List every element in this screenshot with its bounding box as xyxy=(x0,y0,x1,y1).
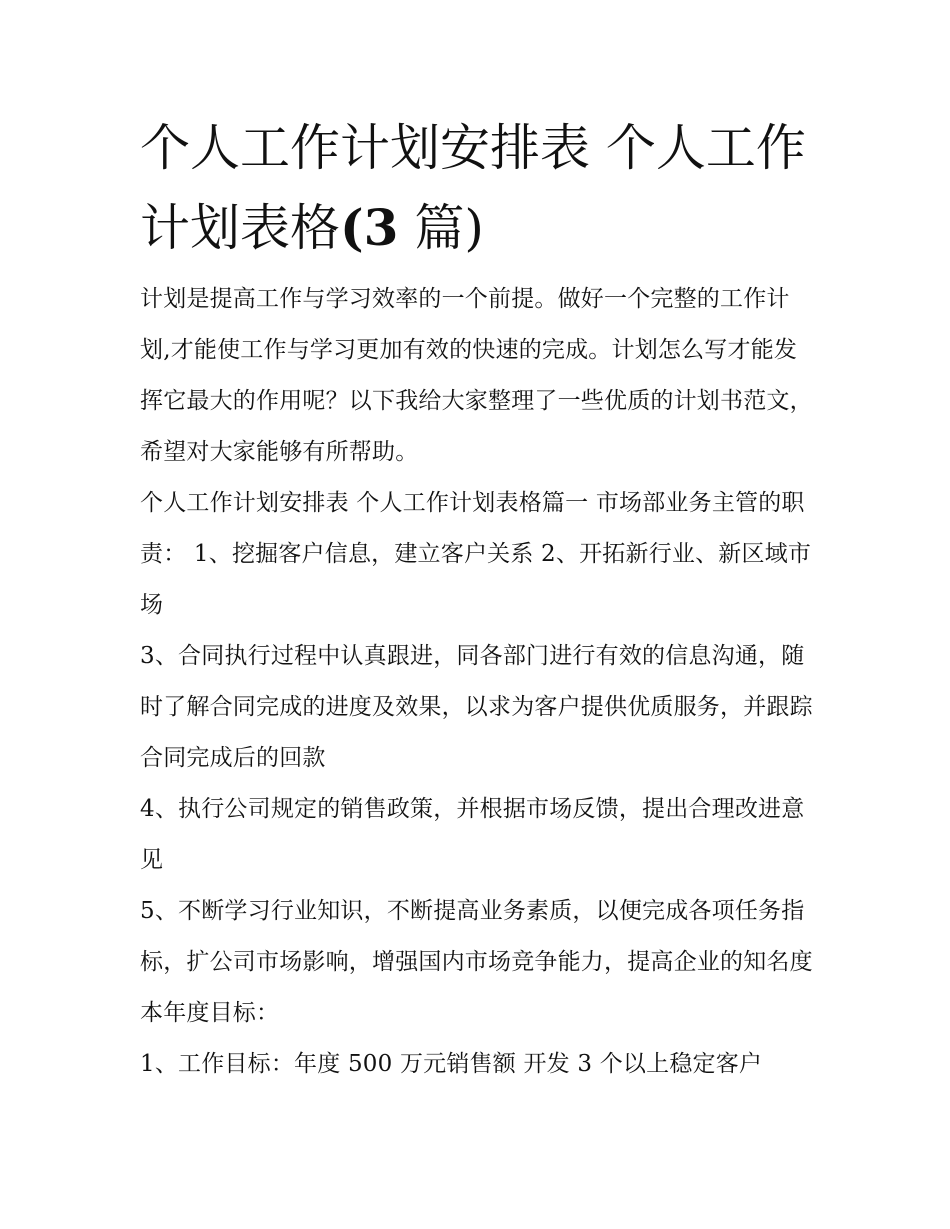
paragraph-intro: 计划是提高工作与学习效率的一个前提。做好一个完整的工作计划,才能使工作与学习更加有效的快速的完成。计划怎么写才能发挥它最大的作用呢？以下我给大家整理了一些优质的计划书范文，希望对大家能够有所帮助。 xyxy=(140,286,813,465)
paragraph-item-4: 4、执行公司规定的销售政策，并根据市场反馈，提出合理改进意见 xyxy=(140,796,805,873)
document-title xyxy=(140,108,820,268)
paragraph-item-5: 5、不断学习行业知识，不断提高业务素质，以便完成各项任务指标，扩公司市场影响，增强国内市场竞争能力，提高企业的知名度 本年度目标： xyxy=(140,898,813,1026)
title-text: 个人工作计划安排表 个人工作计划表格 xyxy=(140,119,806,257)
paragraph-goal-1: 1、工作目标：年度 500 万元销售额 开发 3 个以上稳定客户 xyxy=(140,1051,763,1077)
paragraph-section-one: 个人工作计划安排表 个人工作计划表格篇一 市场部业务主管的职责： 1、挖掘客户信息，建立客户关系 2、开拓新行业、新区域市场 xyxy=(140,490,812,618)
title-suffix: 篇) xyxy=(398,199,484,257)
paragraph-item-3: 3、合同执行过程中认真跟进，同各部门进行有效的信息沟通，随时了解合同完成的进度及效果，以求为客户提供优质服务，并跟踪合同完成后的回款 xyxy=(140,643,813,771)
title-count: (3 xyxy=(340,198,399,257)
document-body xyxy=(140,274,820,1090)
